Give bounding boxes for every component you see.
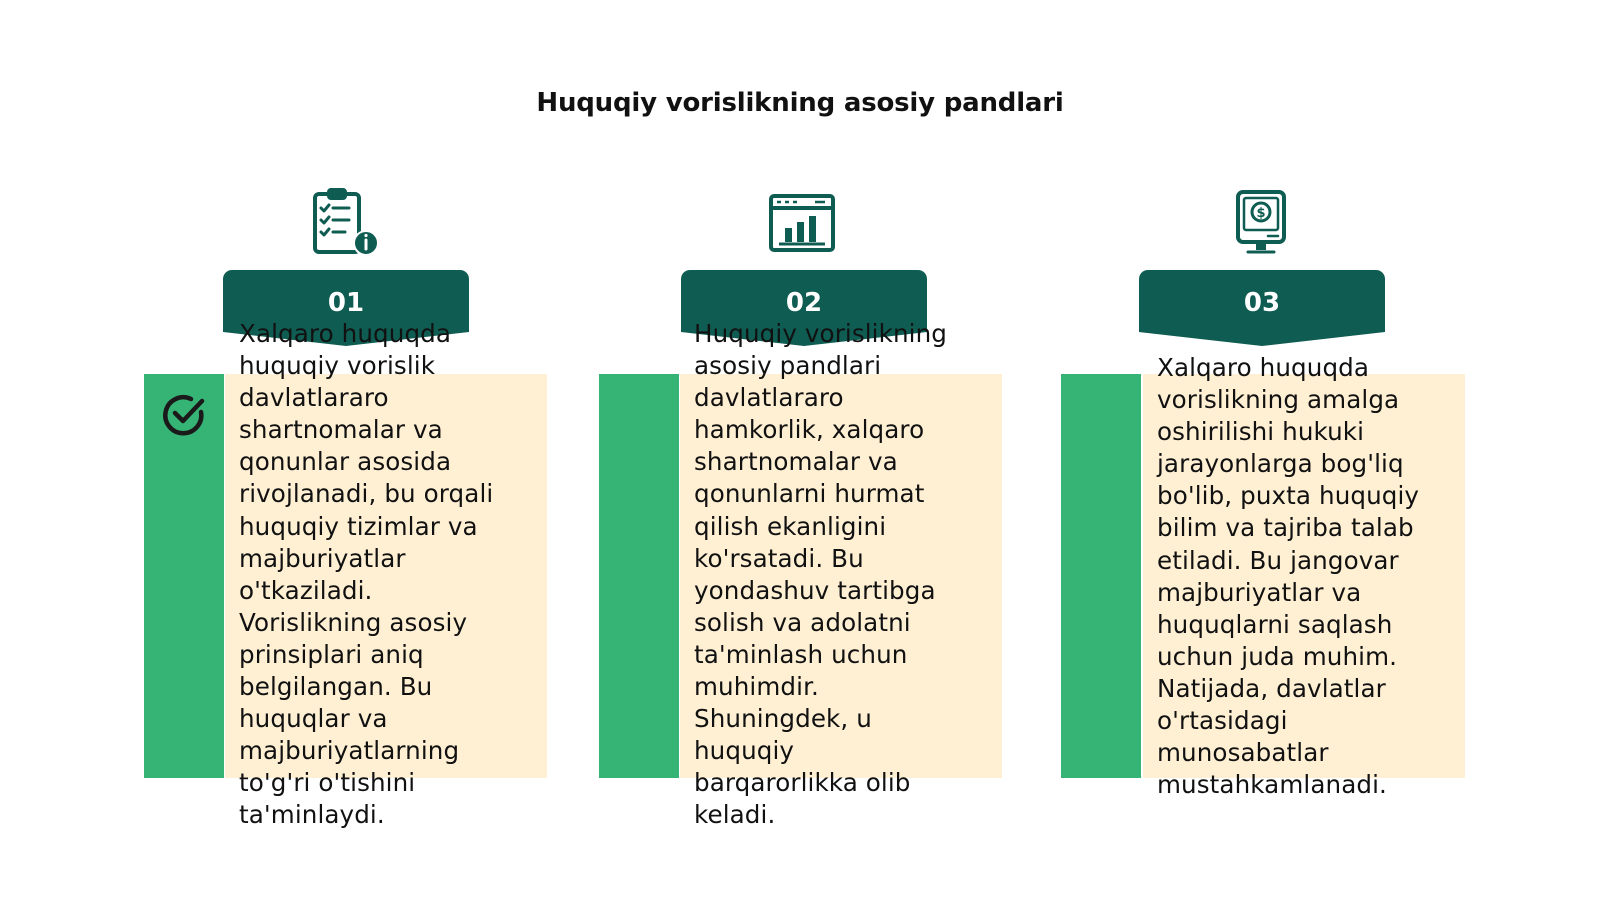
svg-text:$: $ bbox=[1256, 206, 1266, 221]
page-title: Huquqiy vorislikning asosiy pandlari bbox=[536, 88, 1064, 118]
step-number-badge: 03 bbox=[1139, 270, 1385, 332]
card-description: Xalqaro huquqda huquqiy vorislik davlatlararo shartnomalar va qonunlar asosida rivojlanadi, bu orqali huquqiy tizimlar va majburiyatlar o'tkaziladi. Vorislikning asosiy prinsiplari aniq belgilangan. Bu huquqlar va majburiyatlarning to'g'ri o'tishini ta'minlaydi. bbox=[239, 319, 494, 830]
dollar-monitor-icon bbox=[1228, 188, 1298, 258]
bar-chart-window-icon bbox=[767, 188, 837, 258]
accent-bar bbox=[599, 374, 679, 778]
step-number-badge: 01 bbox=[223, 270, 469, 332]
step-number-badge: 02 bbox=[681, 270, 927, 332]
card-description: Xalqaro huquqda vorislikning amalga oshirilishi hukuki jarayonlarga bog'liq bo'lib, puxta huquqiy bilim va tajriba talab etiladi. Bu jangovar majburiyatlar va huquqlarni saqlash uchun juda muhim. Natijada, davlatlar o'rtasidagi munosabatlar mustahkamlanadi. bbox=[1157, 353, 1420, 800]
accent-bar bbox=[1061, 374, 1141, 778]
card-description: Huquqiy vorislikning asosiy pandlari davlatlararo hamkorlik, xalqaro shartnomalar va qonunlarni hurmat qilish ekanligini ko'rsatadi. Bu yondashuv tartibga solish va adolatni ta'minlash uchun muhimdir. Shuningdek, u huquqiy barqarorlikka olib keladi. bbox=[694, 319, 947, 830]
